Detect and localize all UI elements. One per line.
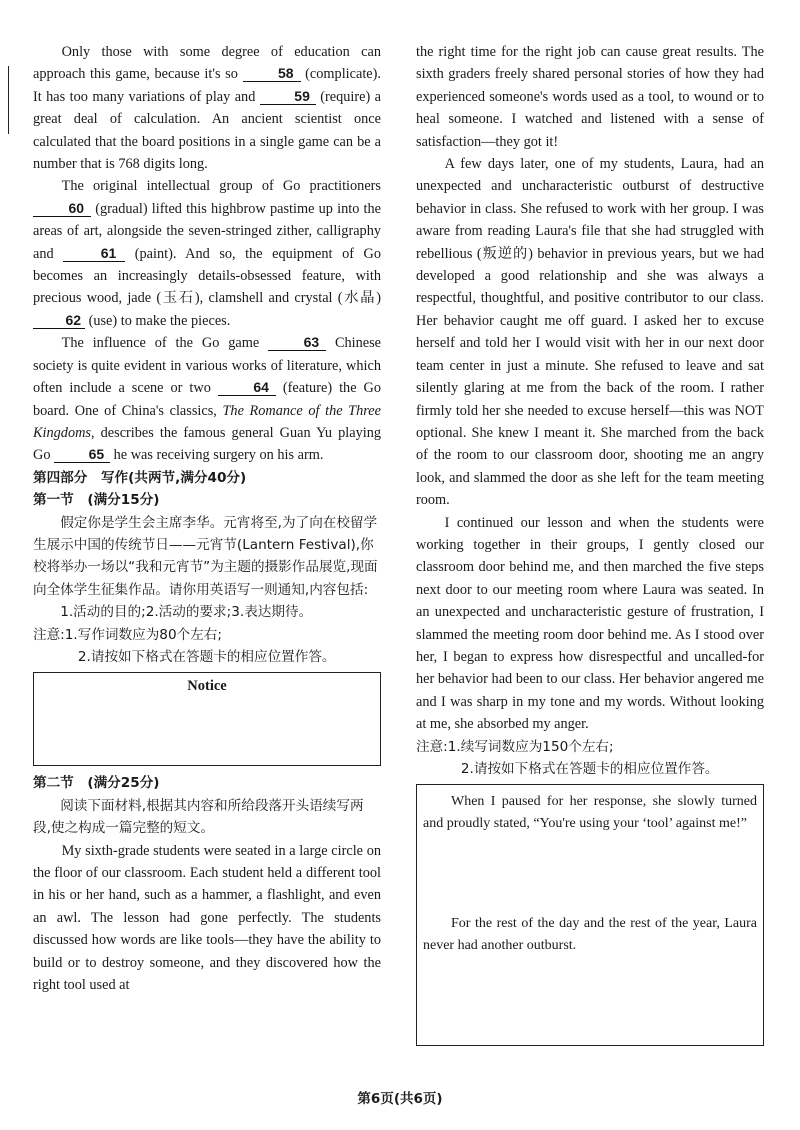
blank-63[interactable]: 63 (268, 334, 326, 351)
section2-note-2: 2.请按如下格式在答题卡的相应位置作答。 (460, 761, 719, 777)
blank-62[interactable]: 62 (33, 312, 85, 329)
notice-answer-box[interactable] (33, 672, 381, 766)
section2-heading: 第二节 (满分25分) (33, 775, 160, 792)
grammar-paragraph-3: The influence of the Go game 63 Chinese society is quite evident in various works of literature, which often include a scene or two 64 (feature) the Go board. One of China's classics, The Romance of the Three Kingdoms, describes the famous general Guan Yu playing Go 65 he was receiving surgery on his arm. (33, 334, 382, 464)
section1-note-1: 注意:1.写作词数应为80个左右; (33, 626, 222, 643)
story-paragraph-2: A few days later, one of my students, Laura, had an unexpected and uncharacteristic outburst of destructive behavior in class. She refused to work with her group. I was aware from reading Laura's file that she had struggled with rebellious (叛逆的) behavior in previous years, but we had developed a good relationship and she was always a respectful, thoughtful, and positive contributor to our class. Her behavior caught me off guard. I asked her to excuse herself and told her I would visit with her in our next door team center in just a minute. She refused to leave and sat silently glaring at me from the back of the room. I rather firmly told her she needed to excuse herself—this was NOT optional. She knew I meant it. She marched from the back of the room to our classroom door, shooting me an angry look, and slammed the door as she left for the team meeting room. (416, 156, 764, 509)
section1-heading: 第一节 (满分15分) (33, 492, 160, 509)
part4-heading: 第四部分 写作(共两节,满分40分) (33, 469, 247, 486)
blank-64[interactable]: 64 (218, 379, 276, 396)
blank-65[interactable]: 65 (54, 446, 110, 463)
story-paragraph-3: I continued our lesson and when the students were working together in their groups, I gently closed our classroom door behind me, and then marched the five steps next door to our meeting room where Laura was seated. In an unexpected and uncharacteristic gesture of frustration, I slammed the meeting room door behind me. As I stood over her, I began to express how disrespectful and uncalled-for her behavior had been to our class. Her behavior angered me and I was sharp in my tone and my words. Without looking at me, she absorbed my anger. (416, 514, 764, 733)
section1-items: 1.活动的目的;2.活动的要求;3.表达期待。 (60, 604, 313, 621)
right-column (416, 41, 764, 1046)
notice-title: Notice (187, 678, 227, 695)
grammar-paragraph-1: Only those with some degree of education can approach this game, because it's so 58 (complicate). It has too many variations of play and 59 (require) a great deal of calculation. An ancient scientist once calculated that the board positions in a single game can be a number that is 768 digits long. (33, 44, 381, 173)
book-title: The Romance of the Three Kingdoms (33, 402, 381, 441)
margin-line (8, 66, 9, 134)
left-column (33, 41, 381, 996)
continuation-answer-box[interactable] (416, 784, 764, 1046)
page-number: 第6页(共6页) (357, 1091, 443, 1107)
blank-58[interactable]: 58 (243, 65, 301, 82)
grammar-paragraph-2: The original intellectual group of Go practitioners 60 (gradual) lifted this highbrow pastime up into the areas of art, alongside the seven-stringed zither, calligraphy and 61 (paint). And so, the equipment of Go becomes an increasingly details-obsessed feature, with precious wood, jade (玉石), clamshell and crystal (水晶) 62 (use) to make the pieces. (33, 178, 381, 329)
section2-prompt: 阅读下面材料,根据其内容和所给段落开头语续写两段,使之构成一篇完整的短文。 (33, 797, 364, 837)
section1-note-2: 2.请按如下格式在答题卡的相应位置作答。 (77, 648, 336, 665)
blank-61[interactable]: 61 (63, 245, 125, 262)
section2-note-1: 注意:1.续写词数应为150个左右; (416, 738, 614, 755)
continuation-opening-1: When I paused for her response, she slowly turned and proudly stated, “You're using your ‘tool’ against me!” (423, 794, 757, 831)
story-paragraph-1: My sixth-grade students were seated in a large circle on the floor of our classroom. Each student held a different tool in his or her hand, such as a hammer, a flashlight, and even an awl. The lesson had gone perfectly. The students discussed how words are like tools—they have the ability to build or to destroy someone, and they discovered how the right tool used at (33, 842, 381, 994)
blank-59[interactable]: 59 (260, 88, 316, 105)
section1-prompt: 假定你是学生会主席李华。元宵将至,为了向在校留学生展示中国的传统节日——元宵节(Lantern Festival),你校将举办一场以“我和元宵节”为主题的摄影作品展览,现面向全体学生征集作品。请你用英语写一则通知,内容包括: (33, 514, 378, 598)
story-paragraph-1-cont: the right time for the right job can cause great results. The sixth graders freely shared personal stories of how they had experienced someone's words used as a tool, to wound or to heal someone. I watched and listened with a sense of satisfaction—they got it! (416, 44, 764, 150)
blank-60[interactable]: 60 (33, 200, 91, 217)
continuation-opening-2: For the rest of the day and the rest of the year, Laura never had another outburst. (423, 916, 757, 953)
